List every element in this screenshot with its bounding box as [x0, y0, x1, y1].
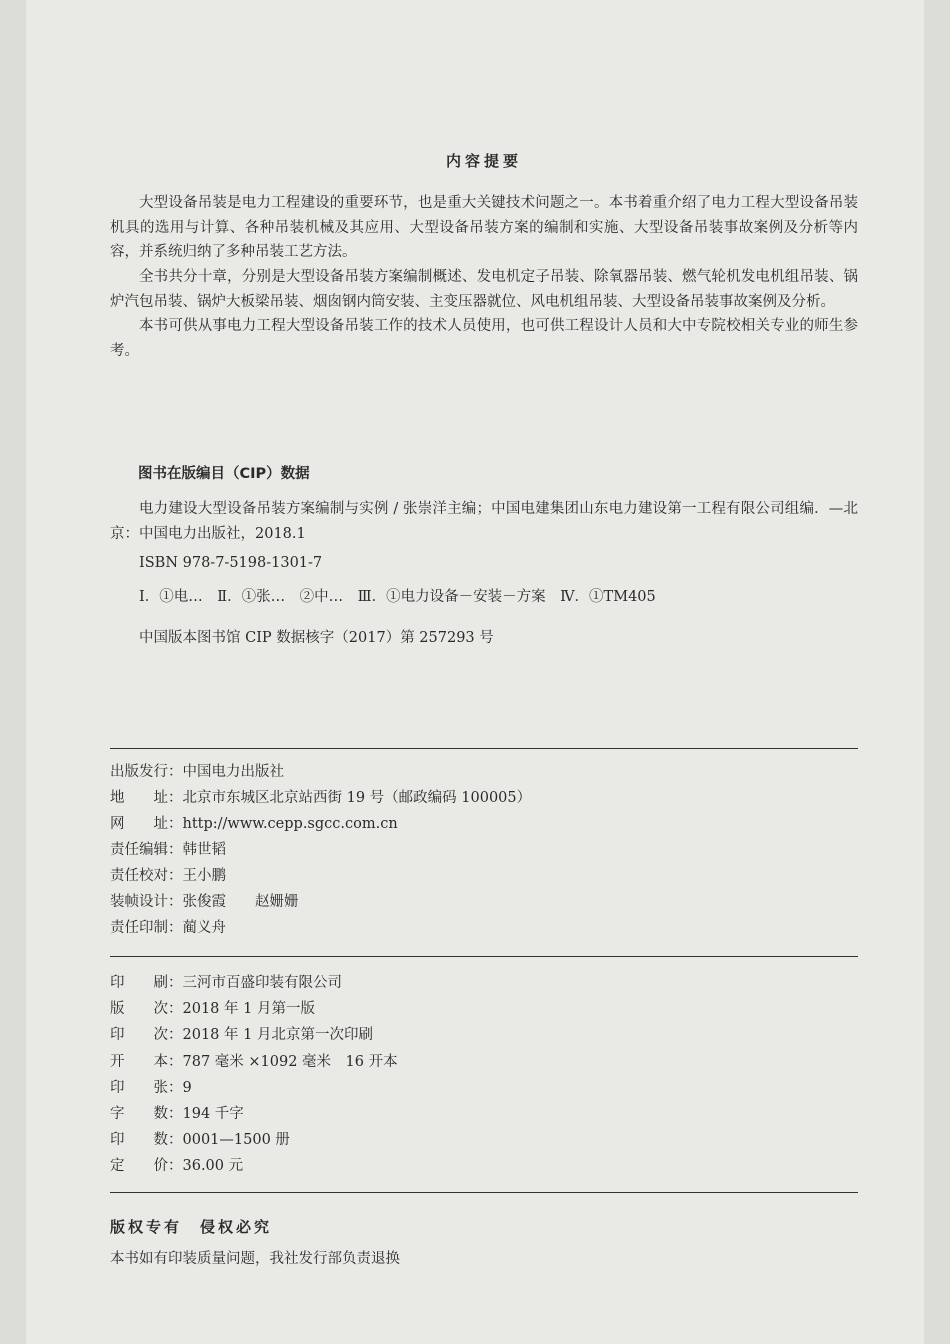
imprint-value: 2018 年 1 月第一版 [182, 1001, 315, 1018]
imprint-row [110, 999, 858, 1019]
imprint-label: 版 次： [110, 1001, 183, 1018]
imprint-label: 开 本： [110, 1053, 183, 1070]
imprint-row [110, 1104, 858, 1124]
imprint-value: 787 毫米 ×1092 毫米 16 开本 [182, 1053, 398, 1070]
imprint-value: 韩世韬 [182, 842, 226, 858]
imprint-value: http://www.cepp.sgcc.com.cn [182, 816, 398, 832]
imprint-row [110, 814, 858, 834]
imprint-value: 0001—1500 册 [182, 1132, 290, 1149]
imprint-value: 中国电力出版社 [182, 764, 284, 780]
imprint-value: 36.00 元 [182, 1158, 244, 1175]
imprint-label: 印 次： [110, 1027, 183, 1044]
imprint-label: 印 张： [110, 1079, 183, 1096]
cip-classification: Ⅰ．①电… Ⅱ．①张… ②中… Ⅲ．①电力设备－安装－方案 Ⅳ．①TM405 [139, 589, 656, 605]
imprint-value: 张俊霞 赵姗姗 [182, 894, 299, 910]
imprint-label: 责任校对： [110, 868, 183, 884]
cip-record: 中国版本图书馆 CIP 数据核字（2017）第 257293 号 [139, 630, 494, 646]
summary-title: 内容提要 [445, 152, 522, 170]
imprint-label: 地 址： [110, 790, 183, 806]
summary-paragraph-1: 大型设备吊装是电力工程建设的重要环节，也是重大关键技术问题之一。本书着重介绍了电力工程大型设备吊装机具的选用与计算、各种吊装机械及其应用、大型设备吊装方案的编制和实施、大型设备吊装事故案例及分析等内容，并系统归纳了多种吊装工艺方法。 [110, 195, 858, 260]
imprint-label: 字 数： [110, 1106, 183, 1122]
imprint-row [110, 840, 858, 860]
imprint-row [110, 788, 858, 808]
summary-paragraph-2: 全书共分十章，分别是大型设备吊装方案编制概述、发电机定子吊装、除氧器吊装、燃气轮机发电机组吊装、锅炉汽包吊装、锅炉大板梁吊装、烟囱钢内筒安装、主变压器就位、风电机组吊装、大型设备吊装事故案例及分析。 [110, 269, 858, 310]
imprint-label: 责任编辑： [110, 842, 183, 858]
imprint-row [110, 1078, 858, 1098]
divider-line [110, 1192, 858, 1193]
imprint-label: 网 址： [110, 816, 183, 832]
imprint-label: 装帧设计： [110, 894, 183, 910]
divider-line [110, 748, 858, 749]
imprint-value: 194 千字 [182, 1106, 244, 1122]
divider-line [110, 956, 858, 957]
imprint-row [110, 1156, 858, 1176]
imprint-row [110, 1130, 858, 1150]
cip-citation: 电力建设大型设备吊装方案编制与实例 / 张崇洋主编；中国电建集团山东电力建设第一工程有限公司组编．—北京：中国电力出版社，2018.1 [110, 501, 858, 542]
imprint-label: 印 数： [110, 1132, 183, 1149]
imprint-value: 王小鹏 [182, 868, 226, 884]
imprint-row [110, 918, 858, 938]
imprint-row [110, 866, 858, 886]
imprint-value: 三河市百盛印装有限公司 [182, 975, 342, 991]
imprint-row [110, 973, 858, 993]
imprint-row [110, 1025, 858, 1045]
imprint-value: 北京市东城区北京站西街 19 号（邮政编码 100005） [182, 790, 532, 806]
imprint-value: 蔺义舟 [182, 920, 226, 936]
summary-paragraph-3: 本书可供从事电力工程大型设备吊装工作的技术人员使用，也可供工程设计人员和大中专院校相关专业的师生参考。 [110, 318, 858, 359]
imprint-label: 出版发行： [110, 764, 183, 780]
imprint-label: 定 价： [110, 1158, 183, 1175]
cip-heading: 图书在版编目（CIP）数据 [138, 466, 310, 482]
imprint-label: 印 刷： [110, 975, 183, 991]
imprint-label: 责任印制： [110, 920, 183, 936]
return-notice: 本书如有印装质量问题，我社发行部负责退换 [110, 1251, 400, 1267]
rights-heading: 版权专有 侵权必究 [110, 1218, 273, 1236]
cip-isbn: ISBN 978-7-5198-1301-7 [139, 555, 323, 571]
imprint-row [110, 1052, 858, 1072]
imprint-row [110, 892, 858, 912]
imprint-row [110, 762, 858, 782]
imprint-value: 9 [182, 1079, 192, 1096]
imprint-value: 2018 年 1 月北京第一次印刷 [182, 1027, 373, 1044]
